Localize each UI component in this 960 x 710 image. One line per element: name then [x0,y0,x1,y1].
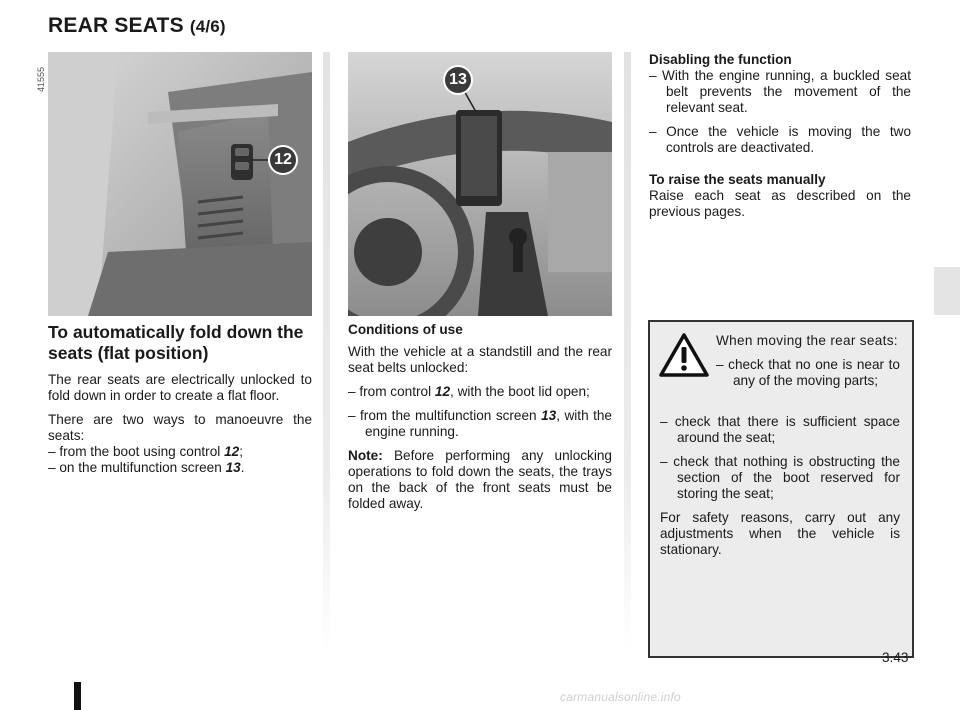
left-para-1: The rear seats are electrically unlocked to fold down in order to create a flat floor. [48,372,312,403]
note-label: Note: [348,448,383,463]
conditions-heading: Conditions of use [348,322,463,337]
raise-paragraph: Raise each seat as described on the previous pages. [649,188,911,219]
warning-triangle-icon [659,333,709,382]
warning-intro: When moving the rear seats: [716,333,898,348]
left-item-2-text: – on the multifunction screen [48,460,226,475]
warning-sub-item: – check that no one is near to any of the moving parts; [716,357,900,388]
disabling-item-2: – Once the vehicle is moving the two controls are deactivated. [649,124,911,155]
column-divider-left [323,52,330,652]
left-item-1-text: – from the boot using control [48,444,225,459]
page-number: 3.43 [882,650,909,665]
warning-item-1: – check that there is sufficient space around the seat; [660,414,900,445]
warning-closing: For safety reasons, carry out any adjustments when the vehicle is stationary. [660,510,900,557]
conditions-item-2-ref: 13 [541,408,557,423]
conditions-item-1-end: , with the boot lid open; [450,384,590,399]
left-item-1 [48,444,312,460]
page-title [48,14,226,38]
callout-12: 12 [270,147,296,173]
conditions-item-1-text: – from control [348,384,435,399]
conditions-item-1-ref: 12 [434,384,451,399]
conditions-item-2-text: – from the multifunction screen [348,408,542,423]
dashboard-illustration [348,52,612,316]
left-item-1-end: ; [239,444,243,459]
left-item-1-ref: 12 [224,444,240,459]
boot-control-photo [48,52,312,316]
image-code-1: 41555 [36,66,46,92]
note-text: Before performing any unlocking operations to fold down the seats, the trays on the back of the front seats must be folded away. [348,448,612,511]
section-heading-auto-fold: To automatically fold down the seats (flat position) [48,322,304,363]
corner-mark [74,682,81,710]
callout-13: 13 [445,67,471,93]
conditions-item-1 [348,384,612,400]
warning-text-bottom [660,414,900,566]
left-item-2-end: . [240,460,245,475]
right-column [649,52,911,228]
warning-text-top [716,333,900,397]
left-para-2: There are two ways to manoeuvre the seats: [48,412,312,443]
left-item-2-ref: 13 [225,460,241,475]
dashboard-screen-photo [348,52,612,316]
left-column [48,322,312,476]
note-paragraph [348,448,612,512]
column-divider-right [624,52,631,652]
raise-heading: To raise the seats manually [649,172,826,187]
conditions-item-2 [348,408,612,440]
watermark-text: carmanualsonline.info [560,690,681,704]
middle-column [348,322,612,520]
left-item-2 [48,460,312,476]
disabling-heading: Disabling the function [649,52,792,67]
boot-interior-illustration [48,52,312,316]
disabling-item-1: – With the engine running, a buckled seat belt prevents the movement of the relevant seat. [649,68,911,115]
warning-item-2: – check that nothing is obstructing the section of the boot reserved for storing the seat; [660,454,900,501]
page-title-text: REAR SEATS [48,14,184,37]
conditions-item-2-end: , with the engine running. [365,408,612,439]
page-title-suffix: (4/6) [189,17,226,36]
chapter-side-tab [934,267,960,315]
conditions-intro: With the vehicle at a standstill and the rear seat belts unlocked: [348,344,612,375]
